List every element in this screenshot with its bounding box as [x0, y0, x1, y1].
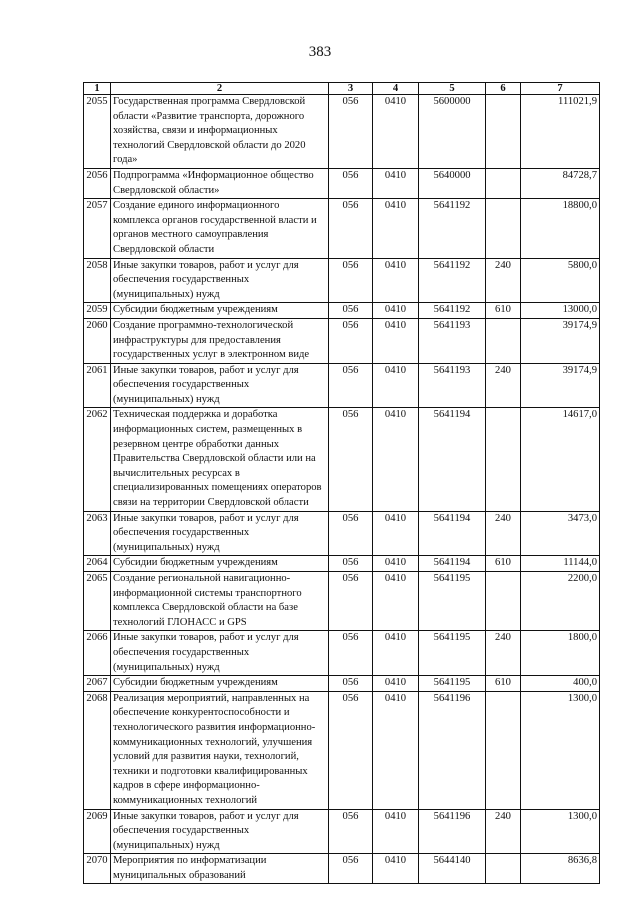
- expense-type-code: 610: [486, 676, 521, 692]
- amount: 13000,0: [521, 303, 600, 319]
- row-number: 2062: [84, 408, 111, 511]
- section-code: 0410: [373, 691, 419, 809]
- item-name: Субсидии бюджетным учреждениям: [111, 676, 329, 692]
- row-number: 2067: [84, 676, 111, 692]
- item-name: Иные закупки товаров, работ и услуг для обеспечения государственных (муниципальных) нужд: [111, 363, 329, 408]
- ministry-code: 056: [329, 691, 373, 809]
- amount: 111021,9: [521, 95, 600, 169]
- expense-type-code: [486, 199, 521, 258]
- ministry-code: 056: [329, 631, 373, 676]
- expense-type-code: 240: [486, 258, 521, 303]
- expense-type-code: 240: [486, 511, 521, 556]
- target-article-code: 5641194: [419, 556, 486, 572]
- page-number: 383: [308, 44, 332, 60]
- row-number: 2070: [84, 854, 111, 884]
- target-article-code: 5641194: [419, 408, 486, 511]
- expense-type-code: [486, 691, 521, 809]
- section-code: 0410: [373, 199, 419, 258]
- section-code: 0410: [373, 809, 419, 854]
- target-article-code: 5641196: [419, 691, 486, 809]
- amount: 39174,9: [521, 318, 600, 363]
- ministry-code: 056: [329, 318, 373, 363]
- row-number: 2057: [84, 199, 111, 258]
- target-article-code: 5641193: [419, 363, 486, 408]
- item-name: Реализация мероприятий, направленных на обеспечение конкурентоспособности и технологического развития информационно-коммуникационных технологий, улучшения условий для развития науки, технологий, техники и подготовки квалифицированных кадров в сфере информационно-коммуникационных технологий: [111, 691, 329, 809]
- expense-type-code: 610: [486, 556, 521, 572]
- table-row: [84, 854, 600, 884]
- expense-type-code: [486, 854, 521, 884]
- column-header: 1: [84, 83, 111, 95]
- table-row: [84, 572, 600, 631]
- section-code: 0410: [373, 363, 419, 408]
- target-article-code: 5641193: [419, 318, 486, 363]
- item-name: Создание единого информационного комплекса органов государственной власти и органов местного самоуправления Свердловской области: [111, 199, 329, 258]
- amount: 400,0: [521, 676, 600, 692]
- target-article-code: 5641195: [419, 572, 486, 631]
- amount: 39174,9: [521, 363, 600, 408]
- row-number: 2068: [84, 691, 111, 809]
- header-row: [84, 83, 600, 95]
- ministry-code: 056: [329, 168, 373, 198]
- table-row: [84, 363, 600, 408]
- table-row: [84, 168, 600, 198]
- item-name: Мероприятия по информатизации муниципальных образований: [111, 854, 329, 884]
- table-row: [84, 691, 600, 809]
- column-header: 7: [521, 83, 600, 95]
- expense-type-code: [486, 168, 521, 198]
- target-article-code: 5600000: [419, 95, 486, 169]
- row-number: 2060: [84, 318, 111, 363]
- target-article-code: 5641196: [419, 809, 486, 854]
- table-row: [84, 631, 600, 676]
- ministry-code: 056: [329, 95, 373, 169]
- ministry-code: 056: [329, 199, 373, 258]
- item-name: Техническая поддержка и доработка информационных систем, размещенных в резервном центре обработки данных Правительства Свердловской области или на вычислительных ресурсах в специализированных помещениях операторов связи на территории Свердловской области: [111, 408, 329, 511]
- row-number: 2056: [84, 168, 111, 198]
- expense-type-code: [486, 95, 521, 169]
- target-article-code: 5640000: [419, 168, 486, 198]
- amount: 1300,0: [521, 809, 600, 854]
- item-name: Иные закупки товаров, работ и услуг для обеспечения государственных (муниципальных) нужд: [111, 809, 329, 854]
- ministry-code: 056: [329, 556, 373, 572]
- column-header: 6: [486, 83, 521, 95]
- section-code: 0410: [373, 408, 419, 511]
- target-article-code: 5641195: [419, 676, 486, 692]
- section-code: 0410: [373, 95, 419, 169]
- ministry-code: 056: [329, 363, 373, 408]
- ministry-code: 056: [329, 809, 373, 854]
- section-code: 0410: [373, 318, 419, 363]
- item-name: Создание региональной навигационно-информационной системы транспортного комплекса Свердловской области на базе технологий ГЛОНАСС и GPS: [111, 572, 329, 631]
- column-header: 5: [419, 83, 486, 95]
- target-article-code: 5644140: [419, 854, 486, 884]
- ministry-code: 056: [329, 258, 373, 303]
- target-article-code: 5641192: [419, 199, 486, 258]
- row-number: 2061: [84, 363, 111, 408]
- amount: 5800,0: [521, 258, 600, 303]
- table-row: [84, 258, 600, 303]
- amount: 8636,8: [521, 854, 600, 884]
- column-header: 4: [373, 83, 419, 95]
- row-number: 2063: [84, 511, 111, 556]
- column-header: 2: [111, 83, 329, 95]
- row-number: 2059: [84, 303, 111, 319]
- amount: 18800,0: [521, 199, 600, 258]
- row-number: 2058: [84, 258, 111, 303]
- ministry-code: 056: [329, 572, 373, 631]
- table-row: [84, 199, 600, 258]
- amount: 11144,0: [521, 556, 600, 572]
- item-name: Подпрограмма «Информационное общество Свердловской области»: [111, 168, 329, 198]
- section-code: 0410: [373, 303, 419, 319]
- item-name: Иные закупки товаров, работ и услуг для обеспечения государственных (муниципальных) нужд: [111, 631, 329, 676]
- expense-type-code: [486, 318, 521, 363]
- section-code: 0410: [373, 556, 419, 572]
- section-code: 0410: [373, 676, 419, 692]
- section-code: 0410: [373, 572, 419, 631]
- amount: 3473,0: [521, 511, 600, 556]
- amount: 2200,0: [521, 572, 600, 631]
- amount: 14617,0: [521, 408, 600, 511]
- item-name: Иные закупки товаров, работ и услуг для обеспечения государственных (муниципальных) нужд: [111, 511, 329, 556]
- budget-table: [83, 82, 600, 884]
- target-article-code: 5641192: [419, 258, 486, 303]
- table-row: [84, 676, 600, 692]
- table-body: [84, 95, 600, 884]
- expense-type-code: 240: [486, 631, 521, 676]
- target-article-code: 5641195: [419, 631, 486, 676]
- item-name: Субсидии бюджетным учреждениям: [111, 556, 329, 572]
- section-code: 0410: [373, 511, 419, 556]
- row-number: 2066: [84, 631, 111, 676]
- row-number: 2069: [84, 809, 111, 854]
- amount: 1800,0: [521, 631, 600, 676]
- ministry-code: 056: [329, 854, 373, 884]
- amount: 1300,0: [521, 691, 600, 809]
- expense-type-code: 610: [486, 303, 521, 319]
- column-header: 3: [329, 83, 373, 95]
- expense-type-code: 240: [486, 809, 521, 854]
- ministry-code: 056: [329, 303, 373, 319]
- item-name: Создание программно-технологической инфраструктуры для предоставления государственных услуг в электронном виде: [111, 318, 329, 363]
- expense-type-code: 240: [486, 363, 521, 408]
- ministry-code: 056: [329, 408, 373, 511]
- table-row: [84, 318, 600, 363]
- target-article-code: 5641194: [419, 511, 486, 556]
- item-name: Субсидии бюджетным учреждениям: [111, 303, 329, 319]
- table-row: [84, 511, 600, 556]
- table-row: [84, 556, 600, 572]
- item-name: Иные закупки товаров, работ и услуг для обеспечения государственных (муниципальных) нужд: [111, 258, 329, 303]
- table-row: [84, 303, 600, 319]
- table-row: [84, 809, 600, 854]
- expense-type-code: [486, 408, 521, 511]
- section-code: 0410: [373, 258, 419, 303]
- ministry-code: 056: [329, 676, 373, 692]
- table-row: [84, 408, 600, 511]
- target-article-code: 5641192: [419, 303, 486, 319]
- section-code: 0410: [373, 631, 419, 676]
- ministry-code: 056: [329, 511, 373, 556]
- row-number: 2055: [84, 95, 111, 169]
- row-number: 2064: [84, 556, 111, 572]
- amount: 84728,7: [521, 168, 600, 198]
- item-name: Государственная программа Свердловской области «Развитие транспорта, дорожного хозяйства, связи и информационных технологий Свердловской области до 2020 года»: [111, 95, 329, 169]
- row-number: 2065: [84, 572, 111, 631]
- section-code: 0410: [373, 854, 419, 884]
- expense-type-code: [486, 572, 521, 631]
- table-row: [84, 95, 600, 169]
- section-code: 0410: [373, 168, 419, 198]
